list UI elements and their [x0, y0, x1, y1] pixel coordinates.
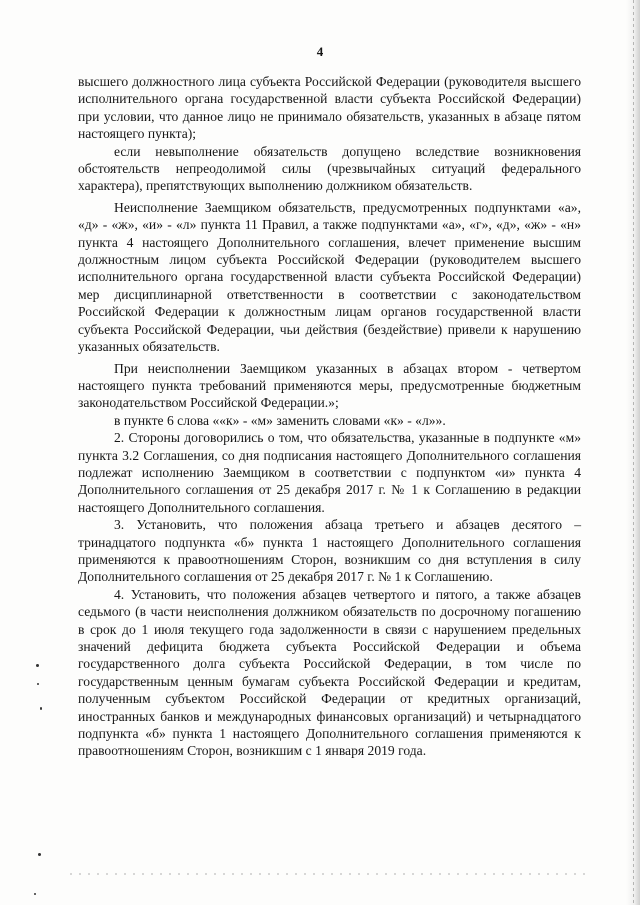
- page-number: 4: [316, 44, 324, 59]
- paragraph-non-fulfillment: Неисполнение Заемщиком обязательств, предусмотренных подпунктами «а», «д» - «ж», «и» - «л» пункта 11 Правил, а также подпунктами «а», «г», «д», «ж» - «н» пункта 4 настоящего Дополнительного соглашения, влечет применение высшим должностным лицом субъекта Российской Федерации (руководителем высшего исполнительного органа государственной власти субъекта Российской Федерации) мер дисциплинарной ответственности в соответствии с законодательством Российской Федерации к должностным лицам органов государственной власти субъекта Российской Федерации, чьи действия (бездействие) привели к нарушению указанных обязательств.: [78, 199, 581, 355]
- paragraph-item-4: 4. Установить, что положения абзацев четвертого и пятого, а также абзацев седьмого (в части неисполнения должником обязательств по досрочному погашению в срок до 1 июля текущего года задолженности в связи с нарушением предельных значений дефицита бюджета субъекта Российской Федерации и объема государственного долга субъекта Российской Федерации, в том числе по государственным ценным бумагам субъекта Российской Федерации и кредитам, полученным субъектом Российской Федерации от кредитных организаций, иностранных банков и международных финансовых организаций) и четырнадцатого подпункта «б» пункта 1 настоящего Дополнительного соглашения применяются к правоотношениям Сторон, возникшим с 1 января 2019 года.: [78, 586, 581, 759]
- document-body: [78, 73, 581, 760]
- paragraph-budget-measures: При неисполнении Заемщиком указанных в абзацах втором - четвертом настоящего пункта требований применяются меры, предусмотренные бюджетным законодательством Российской Федерации.»;: [78, 360, 581, 411]
- margin-mark: [38, 853, 41, 856]
- paragraph-continuation: высшего должностного лица субъекта Российской Федерации (руководителя высшего исполнительного органа государственной власти субъекта Российской Федерации) при условии, что данное лицо не принимало обязательств, указанных в абзаце пятом настоящего пункта);: [78, 74, 581, 142]
- scan-edge-line: [633, 0, 634, 905]
- paragraph-item-2: 2. Стороны договорились о том, что обязательства, указанные в подпункте «м» пункта 3.2 Соглашения, со дня подписания настоящего Дополнительного соглашения подлежат исполнению Заемщиком в соответствии с подпунктом «и» пункта 4 Дополнительного соглашения от 25 декабря 2017 г. № 1 к Соглашению в редакции настоящего Дополнительного соглашения.: [78, 430, 581, 515]
- margin-mark: [34, 893, 36, 895]
- scan-noise: [70, 873, 590, 875]
- margin-mark: [36, 664, 39, 667]
- margin-mark: [37, 683, 39, 685]
- paragraph-force-majeure: если невыполнение обязательств допущено вследствие возникновения обстоятельств непреодолимой силы (чрезвычайных ситуаций федерального характера), препятствующих выполнению должником обязательств.: [78, 143, 581, 194]
- paragraph-item-3: 3. Установить, что положения абзаца третьего и абзацев десятого – тринадцатого подпункта «б» пункта 1 настоящего Дополнительного соглашения применяются к правоотношениям Сторон, возникшим со дня вступления в силу Дополнительного соглашения от 25 декабря 2017 г. № 1 к Соглашению.: [78, 517, 581, 585]
- margin-mark: [40, 707, 42, 710]
- paragraph-clause-6: в пункте 6 слова ««к» - «м» заменить словами «к» - «л»».: [114, 412, 446, 428]
